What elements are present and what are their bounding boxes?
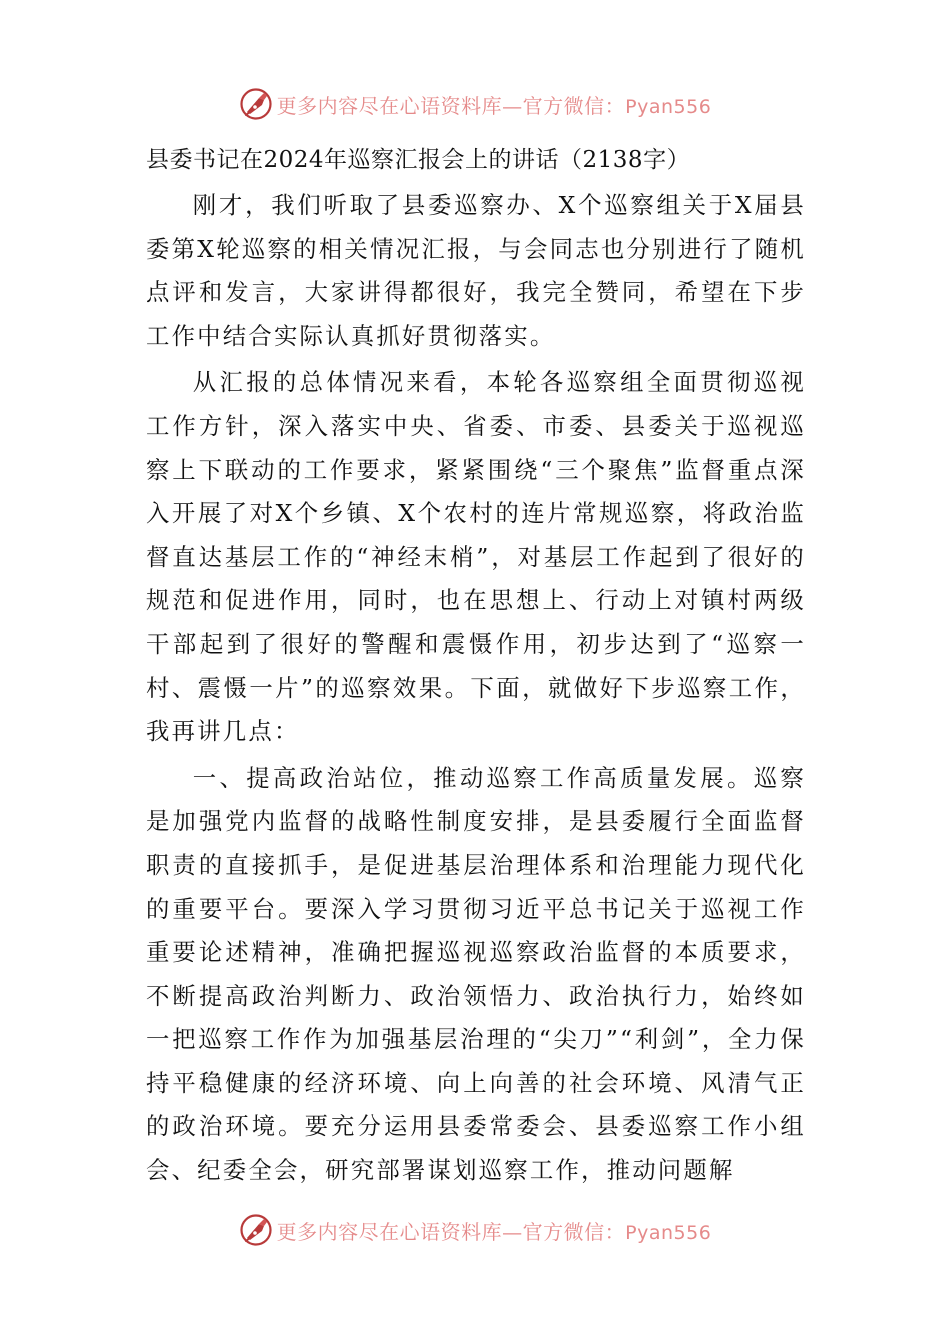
- footer-watermark: [0, 1210, 950, 1250]
- paragraph-2: 从汇报的总体情况来看，本轮各巡察组全面贯彻巡视工作方针，深入落实中央、省委、市委、县委关于巡视巡察上下联动的工作要求，紧紧围绕“三个聚焦”监督重点深入开展了对X个乡镇、X个农村的连片常规巡察，将政治监督直达基层工作的“神经末梢”，对基层工作起到了很好的规范和促进作用，同时，也在思想上、行动上对镇村两级干部起到了很好的警醒和震慑作用，初步达到了“巡察一村、震慑一片”的巡察效果。下面，就做好下步巡察工作，我再讲几点：: [146, 368, 806, 746]
- pen-nib-logo-icon: [239, 87, 273, 121]
- watermark-wechat-id: Pyan556: [625, 1221, 712, 1244]
- paragraph-3: 一、提高政治站位，推动巡察工作高质量发展。巡察是加强党内监督的战略性制度安排，是县委履行全面监督职责的直接抓手，是促进基层治理体系和治理能力现代化的重要平台。要深入学习贯彻习近平总书记关于巡视工作重要论述精神，准确把握巡视巡察政治监督的本质要求，不断提高政治判断力、政治领悟力、政治执行力，始终如一把巡察工作作为加强基层治理的“尖刀”“利剑”，全力保持平稳健康的经济环境、向上向善的社会环境、风清气正的政治环境。要充分运用县委常委会、县委巡察工作小组会、纪委全会，研究部署谋划巡察工作，推动问题解: [146, 763, 806, 1185]
- watermark-wechat-id: Pyan556: [625, 95, 712, 118]
- pen-nib-logo-icon: [239, 1213, 273, 1247]
- document-body: [146, 140, 806, 1193]
- paragraph-1: 刚才，我们听取了县委巡察办、X个巡察组关于X届县委第X轮巡察的相关情况汇报，与会同志也分别进行了随机点评和发言，大家讲得都很好，我完全赞同，希望在下步工作中结合实际认真抓好贯彻落实。: [146, 191, 806, 350]
- document-title: 县委书记在2024年巡察汇报会上的讲话（2138字）: [146, 147, 691, 173]
- watermark-text: 更多内容尽在心语资料库—官方微信：: [276, 93, 626, 118]
- watermark-text: 更多内容尽在心语资料库—官方微信：: [276, 1219, 626, 1244]
- header-watermark: [0, 84, 950, 124]
